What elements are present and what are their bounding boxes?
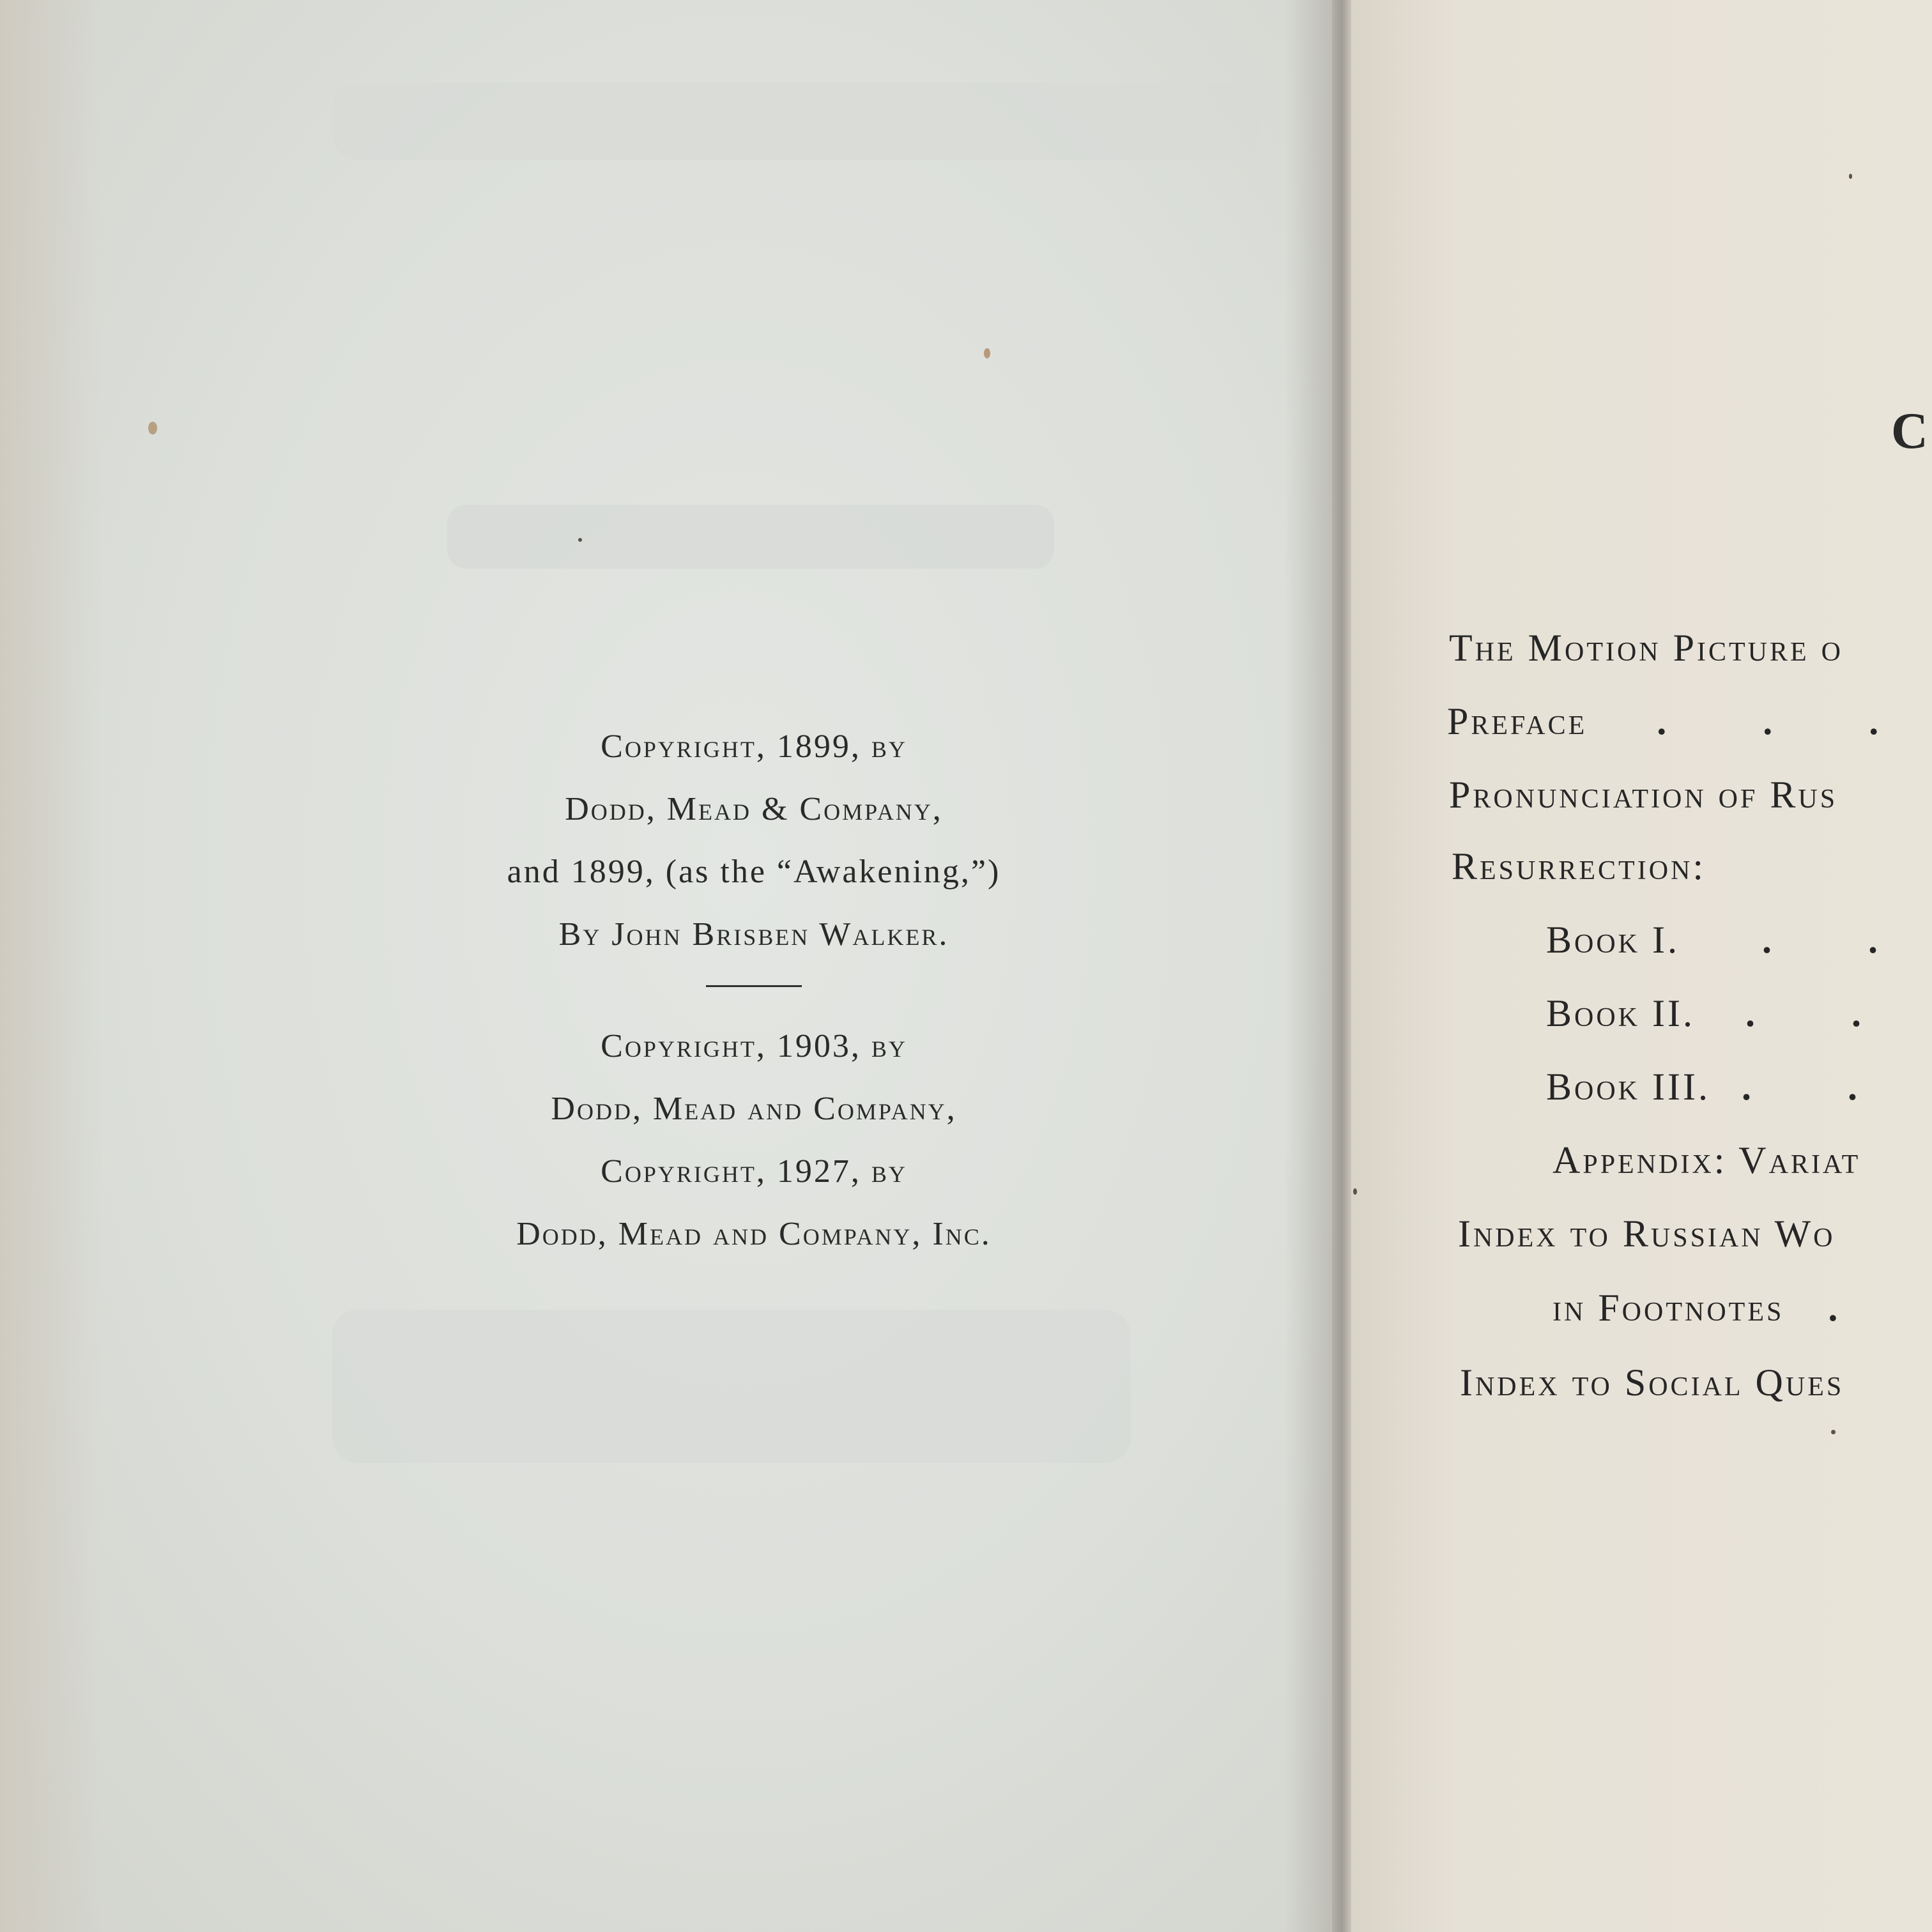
toc-entry	[1447, 700, 1922, 744]
copyright-line: Dodd, Mead and Company,	[551, 1091, 957, 1127]
paper-speck	[984, 348, 990, 358]
copyright-line: Dodd, Mead & Company,	[565, 791, 943, 827]
contents-heading: C	[1891, 403, 1928, 459]
toc-entry-label: The Motion Picture o	[1449, 627, 1843, 669]
toc-entry-label: in Footnotes	[1552, 1287, 1784, 1329]
paper-speck	[1353, 1188, 1357, 1195]
toc-leader-dots: . .	[1741, 1066, 1901, 1108]
toc-entry-label: Book II.	[1546, 992, 1695, 1034]
toc-leader-dots: . .	[1745, 992, 1905, 1034]
toc-entry-label: Pronunciation of Rus	[1449, 774, 1838, 816]
divider-rule	[706, 985, 802, 987]
toc-entry	[1546, 992, 1905, 1036]
toc-entry	[1546, 918, 1921, 962]
toc-entry	[1449, 773, 1837, 817]
copyright-line: By John Brisben Walker.	[558, 916, 949, 953]
copyright-line: Copyright, 1903, by	[601, 1028, 907, 1064]
copyright-line: Copyright, 1927, by	[601, 1153, 907, 1190]
paper-speck	[578, 538, 582, 542]
toc-entry	[1449, 626, 1843, 670]
toc-entry	[1546, 1065, 1901, 1109]
toc-entry	[1552, 1138, 1860, 1183]
book-gutter	[1332, 0, 1351, 1932]
toc-leader-dots: . . .	[1657, 700, 1922, 742]
toc-entry	[1452, 845, 1706, 889]
toc-entry	[1552, 1286, 1881, 1330]
toc-entry-label: Index to Russian Wo	[1458, 1213, 1836, 1255]
paper-speck	[148, 422, 157, 434]
toc-entry-label: Book III.	[1546, 1066, 1710, 1108]
show-through-mark	[332, 1310, 1131, 1463]
toc-entry-label: Index to Social Ques	[1460, 1361, 1844, 1404]
toc-entry-label: Resurrection:	[1452, 845, 1706, 887]
toc-entry	[1460, 1361, 1844, 1405]
copyright-line: Copyright, 1899, by	[601, 728, 907, 765]
paper-speck	[1831, 1430, 1836, 1434]
toc-entry-label: Appendix: Variat	[1552, 1139, 1861, 1181]
right-page	[1351, 0, 1932, 1932]
paper-speck	[1849, 174, 1852, 179]
toc-leader-dots: .	[1828, 1287, 1882, 1329]
toc-entry	[1458, 1212, 1835, 1256]
copyright-notice	[396, 716, 1112, 1266]
copyright-line: and 1899, (as the “Awakening,”)	[507, 854, 1001, 890]
toc-entry-label: Book I.	[1546, 919, 1680, 961]
show-through-mark	[332, 83, 1259, 160]
toc-leader-dots: . .	[1762, 919, 1921, 961]
copyright-line: Dodd, Mead and Company, Inc.	[516, 1216, 992, 1252]
show-through-mark	[447, 505, 1054, 569]
toc-entry-label: Preface	[1447, 700, 1588, 742]
